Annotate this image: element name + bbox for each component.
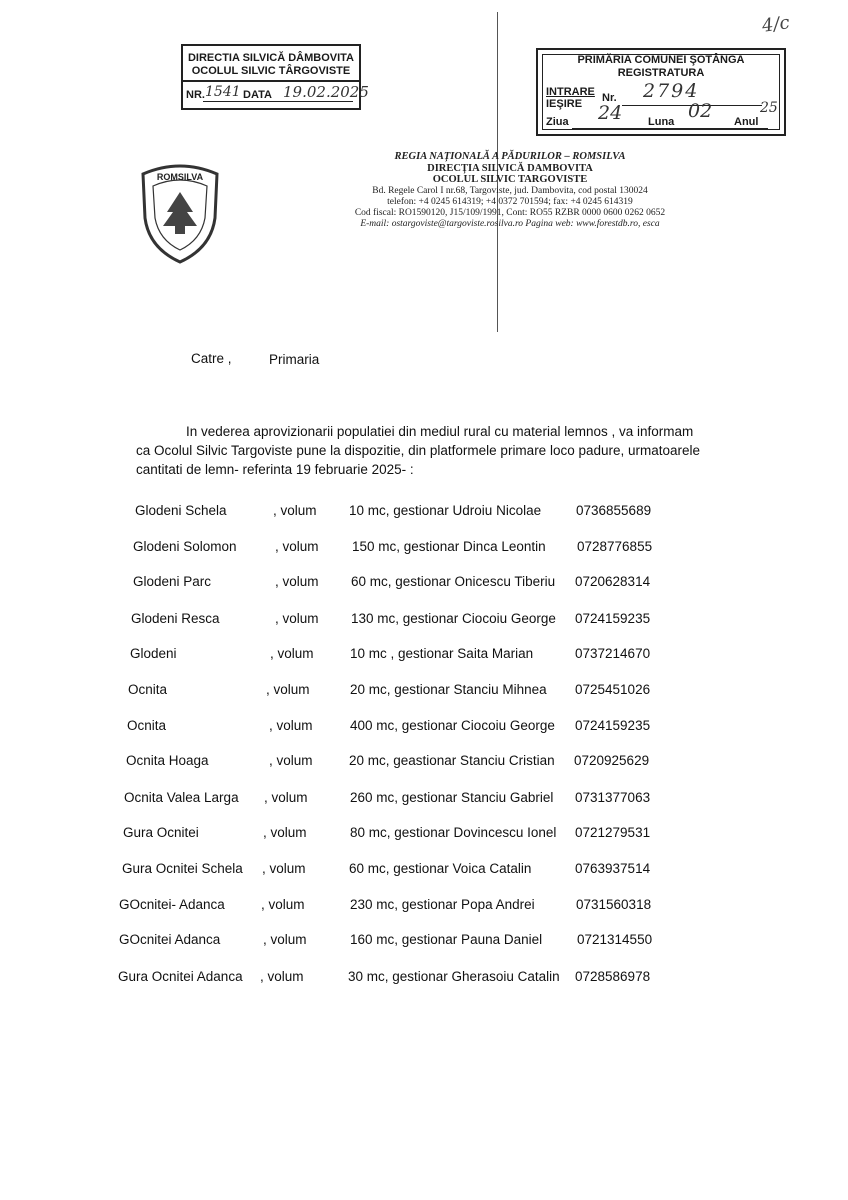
iesire-label: IEŞIRE bbox=[546, 98, 583, 110]
anul-value: 25 bbox=[760, 100, 778, 116]
entry-location: Ocnita bbox=[127, 717, 167, 733]
entry-location: Ocnita Valea Larga bbox=[124, 789, 239, 805]
registry-nr-value: 2794 bbox=[643, 80, 700, 102]
intro-line-1: In vederea aprovizionarii populatiei din mediul rural cu material lemnos , va informam bbox=[186, 424, 694, 439]
registry-title: PRIMĂRIA COMUNEI ŞOTÂNGA bbox=[577, 54, 745, 66]
entry-detail: 60 mc, gestionar Voica Catalin bbox=[349, 861, 532, 876]
stamp-data-value: 19.02.2025 bbox=[283, 83, 369, 101]
registry-subtitle: REGISTRATURA bbox=[617, 67, 705, 79]
luna-value: 02 bbox=[688, 100, 713, 122]
entry-location: Glodeni Resca bbox=[131, 610, 220, 626]
entry-detail: 20 mc, gestionar Stanciu Mihnea bbox=[350, 682, 547, 697]
entry-volume-label: , volum bbox=[275, 574, 319, 590]
addressee-label: Catre , bbox=[191, 351, 232, 366]
entry-location: GOcnitei Adanca bbox=[119, 932, 221, 948]
entry-location: Gura Ocnitei Adanca bbox=[118, 968, 243, 984]
entry-location: Glodeni bbox=[130, 646, 177, 662]
entry-detail: 400 mc, gestionar Ciocoiu George bbox=[350, 717, 555, 733]
entry-location: Gura Ocnitei Schela bbox=[122, 861, 243, 876]
entry-detail: 160 mc, gestionar Pauna Daniel bbox=[350, 932, 543, 948]
entry-phone: 0720925629 bbox=[574, 753, 650, 769]
entry-phone: 0763937514 bbox=[575, 861, 651, 876]
entry-detail: 130 mc, gestionar Ciocoiu George bbox=[351, 610, 556, 626]
romsilva-logo bbox=[133, 156, 227, 266]
entry-volume-label: , volum bbox=[262, 861, 306, 876]
header-line-6: Cod fiscal: RO1590120, J15/109/1991, Cont: RO55 RZBR 0000 0600 0262 0652 bbox=[354, 208, 666, 218]
entry-phone: 0731377063 bbox=[575, 789, 651, 805]
entry-volume-label: , volum bbox=[273, 503, 317, 518]
luna-label: Luna bbox=[648, 116, 675, 128]
entry-phone: 0724159235 bbox=[575, 717, 651, 733]
stamp-data-label: DATA bbox=[243, 89, 272, 101]
intro-line-2: ca Ocolul Silvic Targoviste pune la dispozitie, din platformele primare loco padure, urmatoarele bbox=[136, 443, 701, 458]
entry-phone: 0737214670 bbox=[575, 646, 651, 662]
registry-nr-label: Nr. bbox=[602, 92, 617, 104]
entry-volume-label: , volum bbox=[264, 789, 308, 805]
header-line-4: Bd. Regele Carol I nr.68, Targoviste, jud. Dambovita, cod postal 130024 bbox=[372, 186, 648, 196]
entry-volume-label: , volum bbox=[269, 753, 313, 769]
entry-phone: 0731560318 bbox=[576, 896, 652, 912]
entry-location: Glodeni Parc bbox=[133, 574, 212, 590]
intrare-label: INTRARE bbox=[546, 86, 595, 98]
addressee-value: Primaria bbox=[269, 352, 320, 367]
entry-volume-label: , volum bbox=[270, 646, 314, 662]
header-line-5: telefon: +4 0245 614319; +4 0372 701594; fax: +4 0245 614319 bbox=[387, 197, 633, 207]
entry-volume-label: , volum bbox=[263, 932, 307, 948]
entry-phone: 0725451026 bbox=[575, 682, 651, 697]
entry-volume-label: , volum bbox=[263, 825, 307, 841]
entry-detail: 10 mc, gestionar Udroiu Nicolae bbox=[349, 503, 542, 518]
entry-volume-label: , volum bbox=[261, 896, 305, 912]
entry-location: Ocnita Hoaga bbox=[126, 753, 209, 769]
entry-phone: 0720628314 bbox=[575, 574, 651, 590]
entry-location: Glodeni Solomon bbox=[133, 538, 237, 554]
entry-detail: 20 mc, geastionar Stanciu Cristian bbox=[349, 753, 555, 769]
anul-label: Anul bbox=[734, 116, 759, 128]
entry-detail: 150 mc, gestionar Dinca Leontin bbox=[352, 538, 546, 554]
handwritten-corner-mark: 4/c bbox=[760, 12, 791, 37]
ziua-label: Ziua bbox=[546, 116, 569, 128]
entry-phone: 0721314550 bbox=[577, 932, 653, 948]
header-line-7: E-mail: ostargoviste@targoviste.rosilva.ro Pagina web: www.forestdb.ro, esca bbox=[360, 219, 660, 229]
entry-phone: 0728586978 bbox=[575, 968, 651, 984]
stamp-nr-value: 1541 bbox=[205, 84, 241, 100]
entry-location: GOcnitei- Adanca bbox=[119, 896, 225, 912]
registry-date-line bbox=[572, 128, 768, 129]
entry-detail: 10 mc , gestionar Saita Marian bbox=[350, 646, 534, 662]
city-hall-registry-stamp bbox=[536, 48, 786, 136]
entry-phone: 0736855689 bbox=[576, 503, 652, 518]
intro-line-3: cantitati de lemn- referinta 19 februarie 2025- : bbox=[136, 462, 414, 477]
entry-phone: 0728776855 bbox=[577, 538, 653, 554]
stamp-nr-label: NR. bbox=[186, 89, 205, 101]
entry-detail: 260 mc, gestionar Stanciu Gabriel bbox=[350, 789, 554, 805]
header-line-2: DIRECȚIA SILVICĂ DAMBOVITA bbox=[427, 163, 593, 174]
entry-detail: 30 mc, gestionar Gherasoiu Catalin bbox=[348, 968, 560, 984]
header-line-1: REGIA NAȚIONALĂ A PĂDURILOR – ROMSILVA bbox=[394, 151, 626, 162]
entry-location: Gura Ocnitei bbox=[123, 825, 199, 841]
stamp-underline bbox=[203, 101, 353, 102]
entry-phone: 0724159235 bbox=[575, 610, 651, 626]
entry-volume-label: , volum bbox=[260, 968, 304, 984]
entry-volume-label: , volum bbox=[275, 610, 319, 626]
entry-detail: 230 mc, gestionar Popa Andrei bbox=[350, 896, 535, 912]
entry-location: Glodeni Schela bbox=[135, 503, 227, 518]
header-line-3: OCOLUL SILVIC TARGOVISTE bbox=[432, 174, 588, 185]
stamp-line-1: DIRECTIA SILVICĂ DÂMBOVITA bbox=[187, 52, 354, 64]
entry-detail: 80 mc, gestionar Dovincescu Ionel bbox=[350, 825, 557, 841]
entry-location: Ocnita bbox=[128, 682, 168, 697]
stamp-line-2: OCOLUL SILVIC TÂRGOVISTE bbox=[191, 65, 351, 77]
entry-detail: 60 mc, gestionar Onicescu Tiberiu bbox=[351, 574, 556, 590]
logo-top-text: ROMSILVA bbox=[156, 172, 204, 182]
entry-volume-label: , volum bbox=[275, 538, 319, 554]
entry-volume-label: , volum bbox=[269, 717, 313, 733]
stamp-divider bbox=[183, 80, 359, 82]
forestry-registration-stamp bbox=[181, 44, 369, 110]
entry-phone: 0721279531 bbox=[575, 825, 651, 841]
ziua-value: 24 bbox=[598, 102, 623, 124]
entry-volume-label: , volum bbox=[266, 682, 310, 697]
